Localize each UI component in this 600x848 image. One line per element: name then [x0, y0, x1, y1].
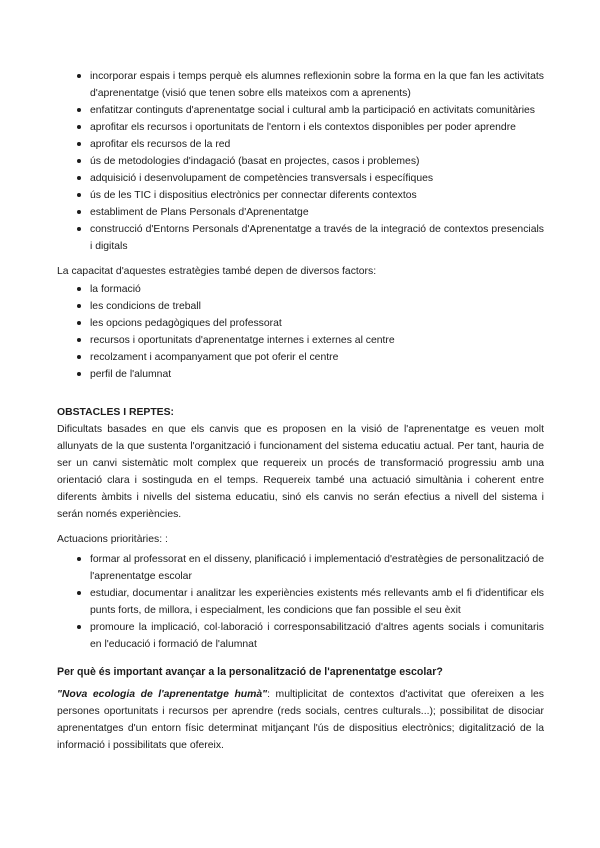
capacity-intro: La capacitat d'aquestes estratègies també depen de diversos factors:: [57, 266, 377, 277]
factors-list: [57, 281, 544, 383]
list-item: adquisició i desenvolupament de competències transversals i específiques: [57, 170, 544, 187]
list-item: les condicions de treball: [57, 298, 544, 315]
list-item: ús de les TIC i dispositius electrònics per connectar diferents contextos: [57, 187, 544, 204]
list-item: les opcions pedagògiques del professorat: [57, 315, 544, 332]
final-paragraph-text: : multiplicitat de contextos d'activitat que ofereixen a les persones oportunitats i recursos per aprendre (reds socials, centres culturals...); possibilitat de disociar aprenentatges d'un entorn físic determinat mitjançant l'ús de dispositius electrònics; digitalització de la informació i possibilitats que ofereix.: [57, 689, 544, 751]
list-item: aprofitar els recursos i oportunitats de l'entorn i els contextos disponibles per poder aprendre: [57, 119, 544, 136]
final-paragraph: [57, 686, 544, 754]
obstacles-paragraph: Dificultats basades en que els canvis que es proposen en la visió de l'aprenentatge es veuen molt allunyats de la que sustenta l'organització i funcionament del sistema educatiu actual. Per tant, hauria de ser un canvi sistemàtic molt complex que requereix un procés de transformació progressiu amb una orientació clara i sostinguda en el temps. Requereix també una actuació simultània i coherent entre diferents àmbits i nivells del sistema educatiu, sinó els canvis no serán efectius a nivell del sistema i serán només experiències.: [57, 424, 544, 520]
obstacles-heading: OBSTACLES I REPTES:: [57, 407, 175, 418]
list-item: estudiar, documentar i analitzar les experiències existents més rellevants amb el fi d'identificar els punts forts, de millora, i especialment, les condicions que fan possible el seu èxit: [57, 585, 544, 619]
list-item: aprofitar els recursos de la red: [57, 136, 544, 153]
list-item: incorporar espais i temps perquè els alumnes reflexionin sobre la forma en la que fan les activitats d'aprenentatge (visió que tenen sobre ells mateixos com a aprenents): [57, 68, 544, 102]
list-item: recolzament i acompanyament que pot oferir el centre: [57, 349, 544, 366]
list-item: promoure la implicació, col·laboració i corresponsabilització d'altres agents socials i comunitaris en l'educació i formació de l'alumnat: [57, 619, 544, 653]
list-item: formar al professorat en el disseny, planificació i implementació d'estratègies de personalització de l'aprenentatge escolar: [57, 551, 544, 585]
actions-list: [57, 551, 544, 653]
list-item: la formació: [57, 281, 544, 298]
emphasis-quote: "Nova ecologia de l'aprenentatge humà": [57, 689, 268, 700]
list-item: enfatitzar continguts d'aprenentatge social i cultural amb la participació en activitats comunitàries: [57, 102, 544, 119]
list-item: construcció d'Entorns Personals d'Aprenentatge a través de la integració de contextos presencials i digitals: [57, 221, 544, 255]
question-heading: Per què és important avançar a la personalització de l'aprenentatge escolar?: [57, 666, 443, 678]
document-page: [57, 68, 544, 754]
strategies-list: [57, 68, 544, 255]
actions-intro: Actuacions prioritàries: :: [57, 534, 168, 545]
list-item: ús de metodologies d'indagació (basat en projectes, casos i problemes): [57, 153, 544, 170]
list-item: establiment de Plans Personals d'Aprenentatge: [57, 204, 544, 221]
list-item: recursos i oportunitats d'aprenentatge internes i externes al centre: [57, 332, 544, 349]
list-item: perfil de l'alumnat: [57, 366, 544, 383]
